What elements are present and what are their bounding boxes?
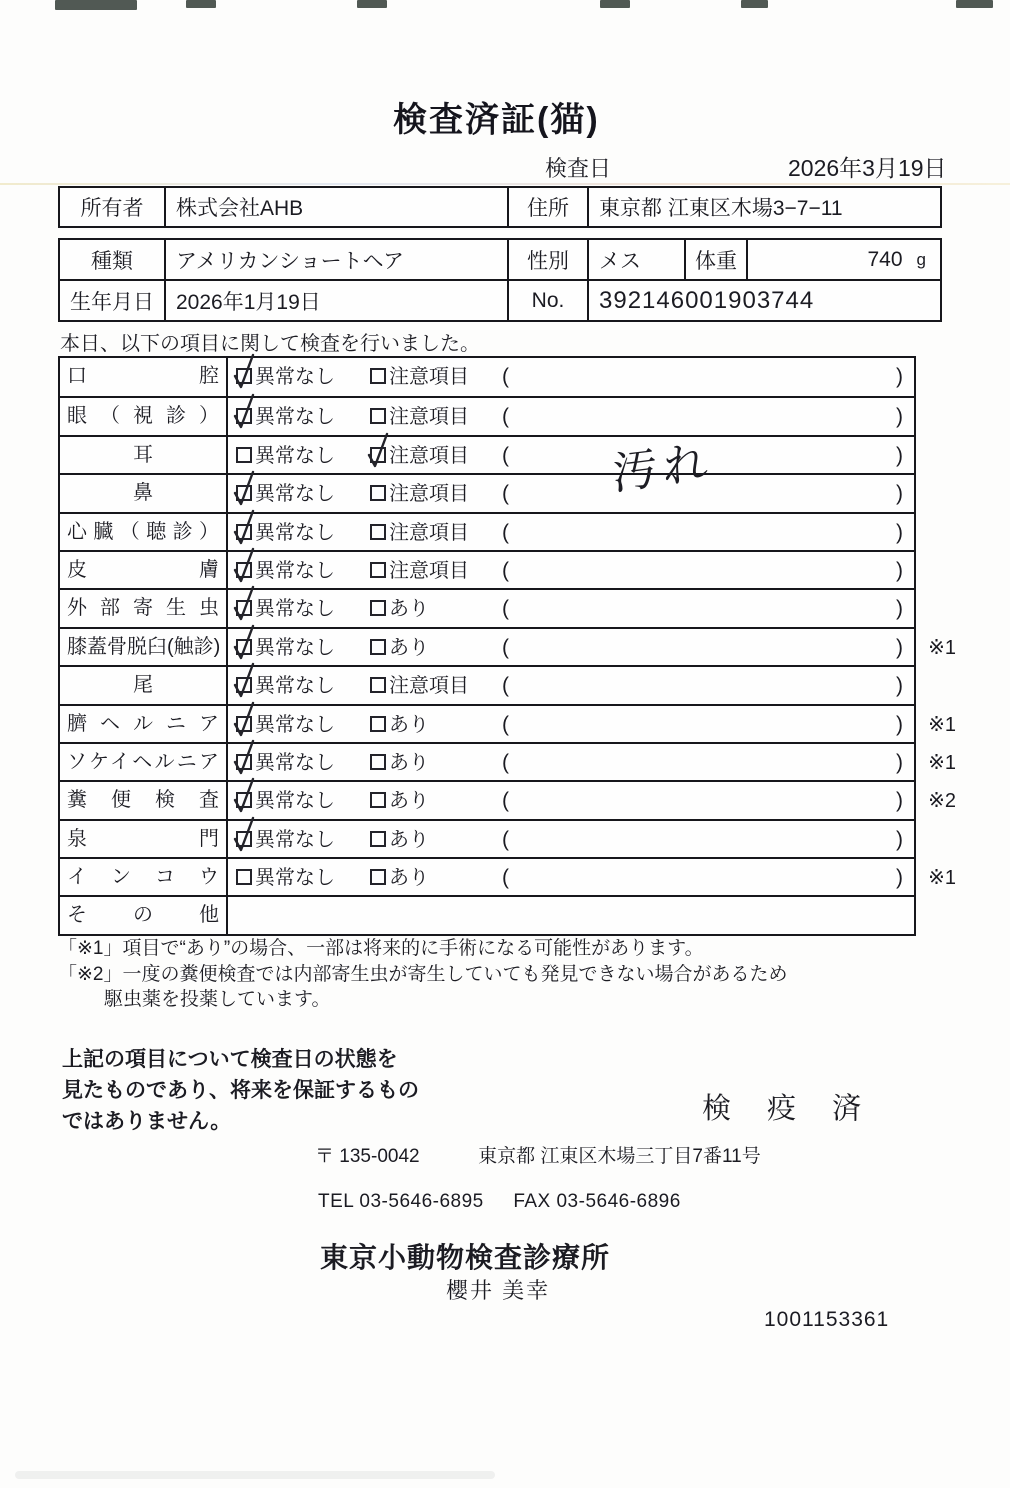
option-label-no-abnormality: 異常なし bbox=[255, 598, 335, 621]
item-result-cell bbox=[228, 552, 914, 588]
note-paren-open: ( bbox=[502, 635, 509, 659]
option-label-attention: あり bbox=[389, 790, 429, 813]
disclaimer-statement bbox=[62, 1044, 419, 1137]
option-label-attention: 注意項目 bbox=[389, 406, 469, 429]
item-result-cell bbox=[228, 475, 914, 511]
scan-artifact bbox=[357, 0, 387, 8]
checkbox-attention bbox=[370, 831, 386, 847]
inspection-row bbox=[60, 473, 914, 511]
inspection-date-label: 検査日 bbox=[545, 156, 612, 181]
page-title: 検査済証(猫) bbox=[393, 101, 600, 139]
checkbox-no-abnormality bbox=[236, 368, 252, 384]
option-label-attention: 注意項目 bbox=[389, 559, 469, 582]
clinic-tel: TEL 03-5646-6895 bbox=[318, 1191, 484, 1212]
option-label-no-abnormality: 異常なし bbox=[255, 828, 335, 851]
option-label-no-abnormality: 異常なし bbox=[255, 713, 335, 736]
checkbox-attention bbox=[370, 869, 386, 885]
postal-mark: 〒 bbox=[315, 1146, 335, 1167]
owner-label: 所有者 bbox=[80, 197, 144, 220]
item-result-cell bbox=[228, 514, 914, 550]
scan-artifact bbox=[741, 0, 768, 8]
checkbox-attention bbox=[370, 639, 386, 655]
option-label-no-abnormality: 異常なし bbox=[255, 559, 335, 582]
scan-artifact bbox=[600, 0, 630, 8]
note-paren-close: ) bbox=[896, 827, 903, 851]
inspection-row bbox=[60, 627, 956, 665]
note-paren-open: ( bbox=[502, 558, 509, 582]
footnotes bbox=[58, 936, 788, 1013]
item-result-cell bbox=[228, 859, 956, 895]
birthdate-label: 生年月日 bbox=[70, 290, 154, 314]
option-label-no-abnormality: 異常なし bbox=[255, 636, 335, 659]
checkbox-attention bbox=[370, 562, 386, 578]
checkbox-attention bbox=[370, 485, 386, 501]
clinic-postal-address bbox=[315, 1141, 761, 1168]
checkbox-no-abnormality bbox=[236, 754, 252, 770]
note-paren-open: ( bbox=[502, 482, 509, 506]
item-label: 眼（視診） bbox=[60, 398, 228, 434]
option-label-attention: あり bbox=[389, 828, 429, 851]
birthdate-value: 2026年1月19日 bbox=[164, 281, 507, 320]
address-label: 住所 bbox=[507, 188, 587, 226]
inspection-row bbox=[60, 742, 956, 780]
option-label-no-abnormality: 異常なし bbox=[255, 675, 335, 698]
sex-value: メス bbox=[587, 240, 684, 279]
item-result-cell bbox=[228, 629, 956, 665]
option-label-no-abnormality: 異常なし bbox=[255, 867, 335, 890]
note-paren-open: ( bbox=[502, 866, 509, 890]
option-label-attention: 注意項目 bbox=[389, 366, 469, 388]
item-result-cell bbox=[228, 782, 956, 818]
note-paren-open: ( bbox=[502, 827, 509, 851]
postal-code: 135-0042 bbox=[339, 1146, 420, 1167]
intro-text: 本日、以下の項目に関して検査を行いました。 bbox=[60, 333, 480, 355]
checkbox-attention bbox=[370, 408, 386, 424]
option-label-attention: あり bbox=[389, 751, 429, 774]
item-result-cell bbox=[228, 667, 914, 703]
breed-label: 種類 bbox=[91, 249, 133, 273]
option-label-no-abnormality: 異常なし bbox=[255, 366, 335, 388]
inspection-row bbox=[60, 895, 914, 933]
note-paren-open: ( bbox=[502, 674, 509, 698]
note-paren-open: ( bbox=[502, 365, 509, 388]
option-label-attention: 注意項目 bbox=[389, 444, 469, 467]
checkbox-attention bbox=[370, 716, 386, 732]
inspection-row bbox=[60, 588, 914, 626]
note-paren-close: ) bbox=[896, 750, 903, 774]
note-paren-close: ) bbox=[896, 597, 903, 621]
inspection-row bbox=[60, 704, 956, 742]
no-value: 392146001903744 bbox=[587, 281, 940, 320]
footnote-reference-mark: ※1 bbox=[928, 636, 956, 659]
inspection-row bbox=[60, 358, 914, 396]
item-label: 耳 bbox=[60, 437, 228, 473]
option-label-no-abnormality: 異常なし bbox=[255, 444, 335, 467]
item-label: 心臓（聴診） bbox=[60, 514, 228, 550]
option-label-no-abnormality: 異常なし bbox=[255, 406, 335, 429]
disclaimer-line-2: 見たものであり、将来を保証するもの bbox=[62, 1079, 419, 1102]
doctor-name: 櫻井 美幸 bbox=[446, 1278, 551, 1303]
checkbox-attention bbox=[370, 754, 386, 770]
scan-artifact bbox=[956, 0, 993, 8]
note-paren-close: ) bbox=[896, 482, 903, 506]
checkbox-no-abnormality bbox=[236, 716, 252, 732]
checkbox-no-abnormality bbox=[236, 869, 252, 885]
inspection-row bbox=[60, 780, 956, 818]
breed-value: アメリカンショートヘア bbox=[164, 240, 507, 279]
item-label: 膝蓋骨脱臼(触診) bbox=[60, 629, 228, 665]
owner-value: 株式会社AHB bbox=[164, 188, 507, 226]
item-label: インコウ bbox=[60, 859, 228, 895]
note-paren-close: ) bbox=[896, 866, 903, 890]
clinic-name: 東京小動物検査診療所 bbox=[320, 1242, 611, 1273]
checkbox-no-abnormality bbox=[236, 562, 252, 578]
footnote-reference-mark: ※1 bbox=[928, 751, 956, 774]
scan-color-fringe bbox=[0, 183, 1010, 185]
handwritten-note: 汚れ bbox=[612, 435, 715, 500]
inspection-row bbox=[60, 665, 914, 703]
item-label: 泉門 bbox=[60, 821, 228, 857]
disclaimer-line-3: ではありません。 bbox=[62, 1110, 232, 1133]
clinic-tel-fax bbox=[318, 1191, 681, 1213]
note-paren-close: ) bbox=[896, 443, 903, 467]
option-label-no-abnormality: 異常なし bbox=[255, 483, 335, 506]
weight-unit: g bbox=[916, 249, 926, 269]
checkbox-no-abnormality bbox=[236, 408, 252, 424]
item-result-cell bbox=[228, 358, 914, 396]
weight-value: 740 bbox=[867, 247, 903, 271]
checkbox-attention bbox=[370, 447, 386, 463]
item-result-cell bbox=[228, 706, 956, 742]
checkbox-no-abnormality bbox=[236, 524, 252, 540]
address-value: 東京都 江東区木場3−7−11 bbox=[587, 188, 940, 226]
inspection-row bbox=[60, 512, 914, 550]
quarantine-passed-stamp: 検 疫 済 bbox=[702, 1093, 876, 1125]
note-paren-open: ( bbox=[502, 597, 509, 621]
inspection-row bbox=[60, 550, 914, 588]
note-paren-close: ) bbox=[896, 789, 903, 813]
item-result-cell bbox=[228, 435, 914, 500]
option-label-no-abnormality: 異常なし bbox=[255, 790, 335, 813]
inspection-row bbox=[60, 435, 914, 500]
weight-label: 体重 bbox=[684, 240, 746, 279]
checkbox-attention bbox=[370, 600, 386, 616]
item-label: 糞便検査 bbox=[60, 782, 228, 818]
item-label: 皮膚 bbox=[60, 552, 228, 588]
item-label: 尾 bbox=[60, 667, 228, 703]
clinic-address: 東京都 江東区木場三丁目7番11号 bbox=[478, 1146, 761, 1167]
option-label-attention: あり bbox=[389, 867, 429, 890]
inspection-table bbox=[58, 356, 956, 936]
option-label-attention: 注意項目 bbox=[389, 483, 469, 506]
note-paren-open: ( bbox=[502, 443, 509, 467]
checkbox-attention bbox=[370, 677, 386, 693]
clinic-fax: FAX 03-5646-6896 bbox=[513, 1191, 681, 1212]
note-paren-open: ( bbox=[502, 750, 509, 774]
item-result-cell bbox=[228, 398, 914, 434]
note-paren-close: ) bbox=[896, 674, 903, 698]
checkbox-no-abnormality bbox=[236, 639, 252, 655]
option-label-attention: あり bbox=[389, 598, 429, 621]
checkbox-no-abnormality bbox=[236, 677, 252, 693]
owner-table bbox=[58, 186, 942, 228]
disclaimer-line-1: 上記の項目について検査日の状態を bbox=[62, 1048, 398, 1071]
item-result-cell bbox=[228, 590, 914, 626]
option-label-attention: あり bbox=[389, 636, 429, 659]
footnote-reference-mark: ※2 bbox=[928, 790, 956, 813]
scan-artifact bbox=[186, 0, 216, 8]
sex-label: 性別 bbox=[507, 240, 587, 279]
checkbox-attention bbox=[370, 524, 386, 540]
inspection-row bbox=[60, 396, 914, 434]
inspection-row bbox=[60, 819, 914, 857]
note-paren-open: ( bbox=[502, 520, 509, 544]
footnote-reference-mark: ※1 bbox=[928, 867, 956, 890]
item-label: その他 bbox=[60, 897, 228, 933]
note-paren-open: ( bbox=[502, 712, 509, 736]
checkbox-no-abnormality bbox=[236, 831, 252, 847]
note-paren-open: ( bbox=[502, 789, 509, 813]
option-label-attention: 注意項目 bbox=[389, 675, 469, 698]
item-result-cell bbox=[228, 821, 914, 857]
note-paren-close: ) bbox=[896, 365, 903, 388]
item-label: 外部寄生虫 bbox=[60, 590, 228, 626]
note-paren-open: ( bbox=[502, 405, 509, 429]
note-paren-close: ) bbox=[896, 558, 903, 582]
item-label: ソケイヘルニア bbox=[60, 744, 228, 780]
note-paren-close: ) bbox=[896, 520, 903, 544]
checkbox-no-abnormality bbox=[236, 485, 252, 501]
item-result-cell bbox=[228, 897, 914, 933]
note-paren-close: ) bbox=[896, 712, 903, 736]
animal-table bbox=[58, 238, 942, 322]
item-label: 鼻 bbox=[60, 475, 228, 511]
scan-artifact bbox=[55, 0, 137, 10]
scan-artifact bbox=[15, 1471, 495, 1479]
checkbox-attention bbox=[370, 792, 386, 808]
footnote-1: 「※1」項目で“あり”の場合、一部は将来的に手術になる可能性があります。 bbox=[58, 938, 704, 959]
weight-value-cell bbox=[746, 240, 940, 279]
item-result-cell bbox=[228, 744, 956, 780]
checkbox-no-abnormality bbox=[236, 600, 252, 616]
note-paren-close: ) bbox=[896, 635, 903, 659]
option-label-attention: 注意項目 bbox=[389, 521, 469, 544]
option-label-no-abnormality: 異常なし bbox=[255, 521, 335, 544]
checkbox-no-abnormality bbox=[236, 792, 252, 808]
inspection-date-value: 2026年3月19日 bbox=[788, 155, 947, 181]
item-label: 口腔 bbox=[60, 358, 228, 396]
option-label-no-abnormality: 異常なし bbox=[255, 751, 335, 774]
checkbox-attention bbox=[370, 368, 386, 384]
note-paren-close: ) bbox=[896, 405, 903, 429]
serial-number: 1001153361 bbox=[764, 1308, 890, 1331]
footnote-reference-mark: ※1 bbox=[928, 713, 956, 736]
footnote-2-continued: 駆虫薬を投薬しています。 bbox=[104, 989, 331, 1010]
no-label: No. bbox=[507, 281, 587, 320]
item-label: 臍ヘルニア bbox=[60, 706, 228, 742]
option-label-attention: あり bbox=[389, 713, 429, 736]
footnote-2: 「※2」一度の糞便検査では内部寄生虫が寄生していても発見できない場合があるため bbox=[58, 963, 788, 985]
inspection-row bbox=[60, 857, 956, 895]
checkbox-no-abnormality bbox=[236, 447, 252, 463]
